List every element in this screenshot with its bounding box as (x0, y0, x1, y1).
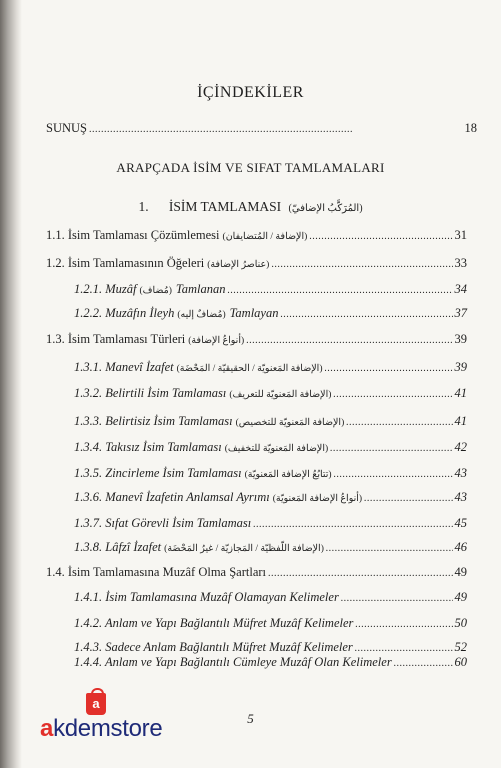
toc-entry[interactable] (74, 306, 467, 324)
toc-entry-page: 43 (454, 490, 467, 504)
toc-entry-page: 49 (454, 590, 467, 604)
page-number: 5 (247, 711, 254, 726)
toc-entry-arabic: (الإضافة المَعنويّة / الحقيقيّة / المَحْضَة) (176, 364, 323, 374)
toc-entry-preface[interactable] (46, 121, 477, 139)
toc-entry[interactable] (74, 282, 467, 300)
section-title: ARAPÇADA İSİM VE SIFAT TAMLAMALARI (116, 160, 385, 175)
toc-leader-dots (334, 469, 453, 480)
toc-entry[interactable] (74, 490, 467, 508)
page-title: İÇİNDEKİLER (197, 84, 304, 101)
toc-entry-label-turkish: Tamlayan (229, 306, 279, 320)
toc-entry-label: 1.2. İsim Tamlamasının Öğeleri (46, 256, 205, 270)
toc-entry[interactable] (74, 440, 467, 458)
toc-leader-dots (355, 643, 453, 654)
toc-entry[interactable] (74, 466, 467, 484)
toc-leader-dots (325, 363, 453, 374)
toc-entry-label: 1.1. İsim Tamlaması Çözümlemesi (46, 228, 220, 242)
toc-leader-dots (280, 309, 452, 320)
toc-entry-page: 34 (454, 282, 467, 296)
toc-entry-label: 1.3.6. Manevî İzafetin Anlamsal Ayrımı (74, 490, 270, 504)
toc-entry-page: 41 (454, 386, 467, 400)
toc-entry-label: 1.4.3. Sadece Anlam Bağlantılı Müfret Muzâf Kelimeler (74, 640, 353, 654)
toc-leader-dots (330, 443, 452, 454)
chapter-arabic: (المُرَكَّبُ الإضافيّ) (288, 203, 363, 214)
toc-entry-page: 39 (454, 332, 467, 346)
toc-entry-arabic: (تتابُعُ الإضافة المَعنويّة) (244, 470, 332, 480)
toc-entry-page: 52 (454, 640, 467, 654)
toc-entry[interactable] (74, 655, 467, 673)
toc-leader-dots (89, 124, 463, 135)
toc-leader-dots (268, 568, 452, 579)
toc-entry-label: 1.3.3. Belirtisiz İsim Tamlaması (74, 414, 233, 428)
toc-entry[interactable] (46, 256, 467, 274)
toc-leader-dots (355, 619, 452, 630)
toc-entry-label: 1.3. İsim Tamlaması Türleri (46, 332, 186, 346)
toc-entry[interactable] (74, 616, 467, 634)
toc-entry-page: 49 (454, 565, 467, 579)
toc-entry-label: 1.4. İsim Tamlamasına Muzâf Olma Şartları (46, 565, 267, 579)
toc-entry-label: 1.3.1. Manevî İzafet (74, 360, 174, 374)
toc-entry-page: 33 (454, 256, 467, 270)
toc-leader-dots (333, 389, 452, 400)
toc-entry-arabic: (الإضافة اللّفظيّة / المَجازيّة / غيرُ المَحْضَة) (164, 544, 324, 554)
toc-entry-arabic: (مُضافٌ إليه) (177, 310, 226, 320)
toc-entry-arabic: (الإضافة المَعنويّة للتخصيص) (235, 418, 345, 428)
toc-entry-label: 1.3.5. Zincirleme İsim Tamlaması (74, 466, 242, 480)
toc-entry-page: 42 (454, 440, 467, 454)
toc-entry-label: 1.2.2. Muzâfın İleyh (74, 306, 175, 320)
logo-wordmark: akdemstore (40, 715, 163, 742)
toc-entry-arabic: (الإضافة / المُتضايفان) (222, 232, 308, 242)
toc-entry-page: 46 (454, 540, 467, 554)
toc-leader-dots (326, 543, 453, 554)
toc-entry[interactable] (74, 386, 467, 404)
toc-entry-page: 45 (454, 516, 467, 530)
toc-entry-page: 60 (454, 655, 467, 669)
toc-entry[interactable] (46, 565, 467, 583)
toc-entry-page: 50 (454, 616, 467, 630)
toc-entry[interactable] (74, 360, 467, 378)
toc-entry-label: 1.3.4. Takısız İsim Tamlaması (74, 440, 222, 454)
toc-entry[interactable] (74, 590, 467, 608)
akdemstore-logo (40, 693, 190, 753)
toc-entry-page: 39 (454, 360, 467, 374)
toc-entry-label: SUNUŞ (46, 121, 87, 135)
toc-entry-arabic: (أنواعُ الإضافة) (188, 336, 245, 346)
book-spine-shadow (0, 0, 22, 768)
toc-leader-dots (309, 231, 452, 242)
toc-entry-page: 31 (454, 228, 467, 242)
toc-entry-label: 1.2.1. Muzâf (74, 282, 137, 296)
toc-entry-page: 43 (454, 466, 467, 480)
toc-entry-arabic: (أنواعُ الإضافة المَعنويّة) (272, 494, 363, 504)
chapter-number: 1. (138, 199, 149, 214)
toc-entry[interactable] (46, 332, 467, 350)
toc-entry-label: 1.4.1. İsim Tamlamasına Muzâf Olamayan Kelimeler (74, 590, 339, 604)
toc-entry-page: 18 (464, 121, 477, 135)
toc-entry[interactable] (74, 516, 467, 534)
toc-entry-arabic: (الإضافة المَعنويّة للتخفيف) (224, 444, 329, 454)
toc-entry-page: 37 (454, 306, 467, 320)
toc-leader-dots (227, 285, 452, 296)
toc-leader-dots (394, 658, 453, 669)
toc-leader-dots (364, 493, 452, 504)
shopping-bag-icon: a (86, 693, 106, 715)
toc-leader-dots (271, 259, 452, 270)
toc-entry-label: 1.3.7. Sıfat Görevli İsim Tamlaması (74, 516, 252, 530)
chapter-label: İSİM TAMLAMASI (168, 199, 282, 214)
toc-entry-page: 41 (454, 414, 467, 428)
chapter-title (0, 199, 501, 215)
toc-entry-arabic: (مُضاف) (139, 286, 172, 296)
toc-entry-label: 1.3.8. Lâfzî İzafet (74, 540, 162, 554)
toc-leader-dots (346, 417, 452, 428)
toc-leader-dots (253, 519, 452, 530)
toc-entry[interactable] (46, 228, 467, 246)
toc-leader-dots (246, 335, 452, 346)
toc-entry[interactable] (74, 414, 467, 432)
toc-entry-label: 1.3.2. Belirtili İsim Tamlaması (74, 386, 227, 400)
toc-entry-arabic: (الإضافة المَعنويّة للتعريف) (229, 390, 332, 400)
toc-entry-label: 1.4.4. Anlam ve Yapı Bağlantılı Cümleye Muzâf Olan Kelimeler (74, 655, 392, 669)
toc-entry-arabic: (عناصرُ الإضافة) (207, 260, 270, 270)
toc-entry-label: 1.4.2. Anlam ve Yapı Bağlantılı Müfret Muzâf Kelimeler (74, 616, 354, 630)
toc-leader-dots (341, 593, 453, 604)
toc-entry[interactable] (74, 540, 467, 558)
toc-entry-label-turkish: Tamlanan (175, 282, 226, 296)
